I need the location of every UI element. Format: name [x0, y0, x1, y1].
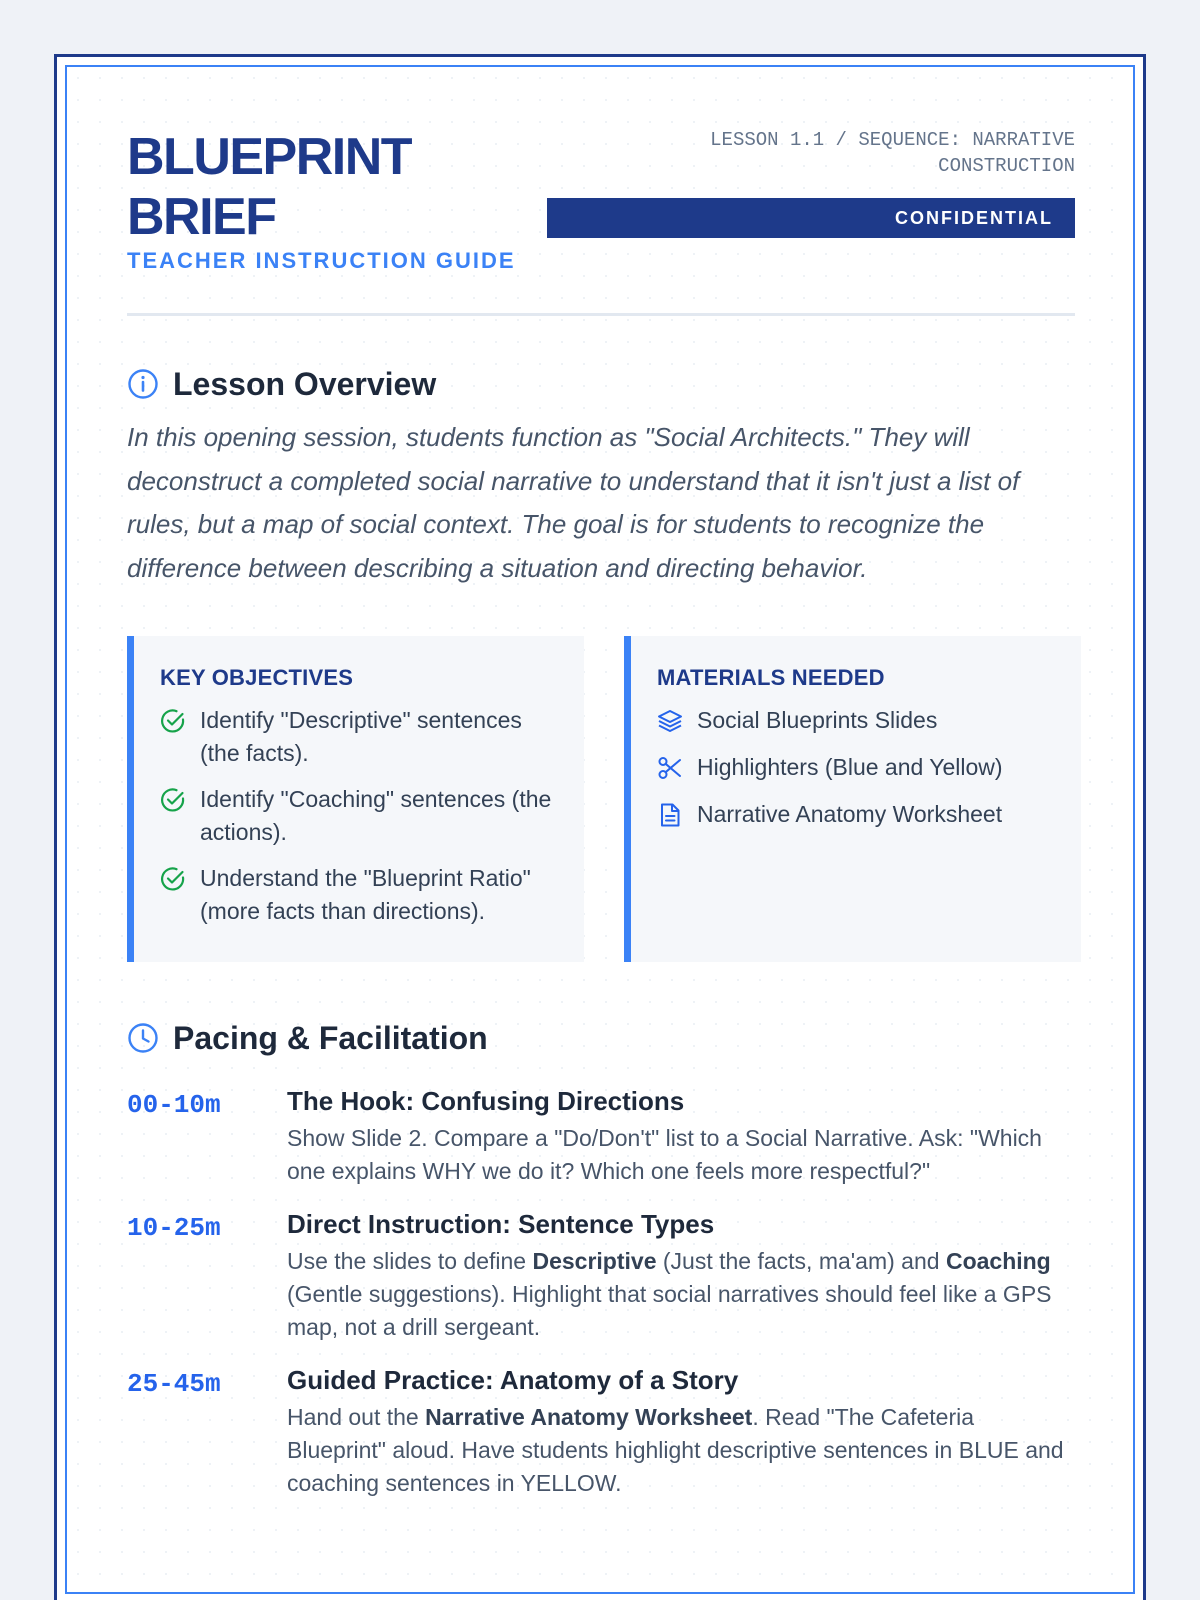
brand-title-line1: BLUEPRINT	[127, 128, 412, 186]
pacing-heading	[127, 1016, 1075, 1060]
objective-item	[160, 783, 558, 849]
material-label: Social Blueprints Slides	[697, 707, 938, 733]
check-circle-icon	[160, 866, 186, 892]
step-desc-text: Use the slides to define	[287, 1248, 533, 1274]
overview-text: In this opening session, students function as "Social Architects." They will deconstruct a completed social narrative to understand that it isn't just a list of rules, but a map of social context. The goal is for students to recognize the difference between describing a situation and directing behavior.	[127, 422, 1020, 583]
objective-text: Understand the "Blueprint Ratio" (more facts than directions).	[200, 865, 531, 924]
check-circle-icon	[160, 708, 186, 734]
step-title: Direct Instruction: Sentence Types	[287, 1209, 715, 1239]
pacing-timeline	[127, 1084, 1075, 1500]
document-icon	[657, 802, 683, 828]
objective-text: Identify "Descriptive" sentences (the facts).	[200, 707, 522, 766]
step-time: 10-25m	[127, 1213, 221, 1243]
brand-subtitle: TEACHER INSTRUCTION GUIDE	[127, 248, 516, 273]
pacing-title: Pacing & Facilitation	[173, 1020, 488, 1056]
check-circle-icon	[160, 787, 186, 813]
step-description	[287, 1245, 1075, 1344]
step-desc-text: Hand out the	[287, 1404, 426, 1430]
overview-heading	[127, 362, 1075, 406]
pacing-step	[127, 1207, 1075, 1344]
step-description: Show Slide 2. Compare a "Do/Don't" list to a Social Narrative. Ask: "Which one explains WHY we do it? Which one feels more respectful?"	[287, 1125, 1042, 1184]
objectives-title: KEY OBJECTIVES	[160, 665, 354, 690]
overview-title: Lesson Overview	[173, 366, 437, 402]
confidential-badge: CONFIDENTIAL	[547, 198, 1075, 238]
materials-title: MATERIALS NEEDED	[657, 665, 885, 690]
objectives-box	[127, 636, 584, 962]
step-desc-term: Narrative Anatomy Worksheet	[425, 1404, 753, 1430]
lesson-meta-line1: LESSON 1.1 / SEQUENCE: NARRATIVE	[710, 129, 1075, 151]
info-boxes	[127, 636, 1075, 962]
material-item	[657, 798, 1055, 831]
step-description	[287, 1401, 1075, 1500]
clock-icon	[127, 1022, 159, 1054]
brand-title	[127, 127, 547, 247]
info-icon	[127, 368, 159, 400]
lesson-meta	[655, 127, 1075, 179]
material-item	[657, 704, 1055, 737]
step-desc-text: . Read "The Cafeteria Blueprint" aloud. Have students highlight descriptive sentences in BLUE and coaching sentences in YELLOW.	[287, 1404, 1064, 1496]
lesson-page	[54, 54, 1146, 1600]
scissors-icon	[657, 755, 683, 781]
step-time: 00-10m	[127, 1090, 221, 1120]
materials-box	[624, 636, 1081, 962]
objective-text: Identify "Coaching" sentences (the actions).	[200, 786, 552, 845]
material-label: Highlighters (Blue and Yellow)	[697, 754, 1003, 780]
step-title: The Hook: Confusing Directions	[287, 1086, 685, 1116]
step-desc-term: Coaching	[945, 1248, 1051, 1274]
material-label: Narrative Anatomy Worksheet	[697, 801, 1003, 827]
header	[127, 67, 1075, 316]
step-desc-text: (Gentle suggestions). Highlight that social narratives should feel like a GPS map, not a drill sergeant.	[287, 1281, 1052, 1340]
pacing-step	[127, 1363, 1075, 1500]
layers-icon	[657, 708, 683, 734]
lesson-meta-line2: CONSTRUCTION	[938, 155, 1075, 177]
objective-item	[160, 862, 558, 928]
step-time: 25-45m	[127, 1369, 221, 1399]
material-item	[657, 751, 1055, 784]
page-frame	[65, 65, 1135, 1594]
step-desc-text: (Just the facts, ma'am) and	[656, 1248, 946, 1274]
pacing-step	[127, 1084, 1075, 1188]
objective-item	[160, 704, 558, 770]
brand-title-line2: BRIEF	[127, 188, 276, 246]
page-content	[127, 67, 1075, 1519]
step-desc-term: Descriptive	[532, 1248, 657, 1274]
step-title: Guided Practice: Anatomy of a Story	[287, 1365, 739, 1395]
